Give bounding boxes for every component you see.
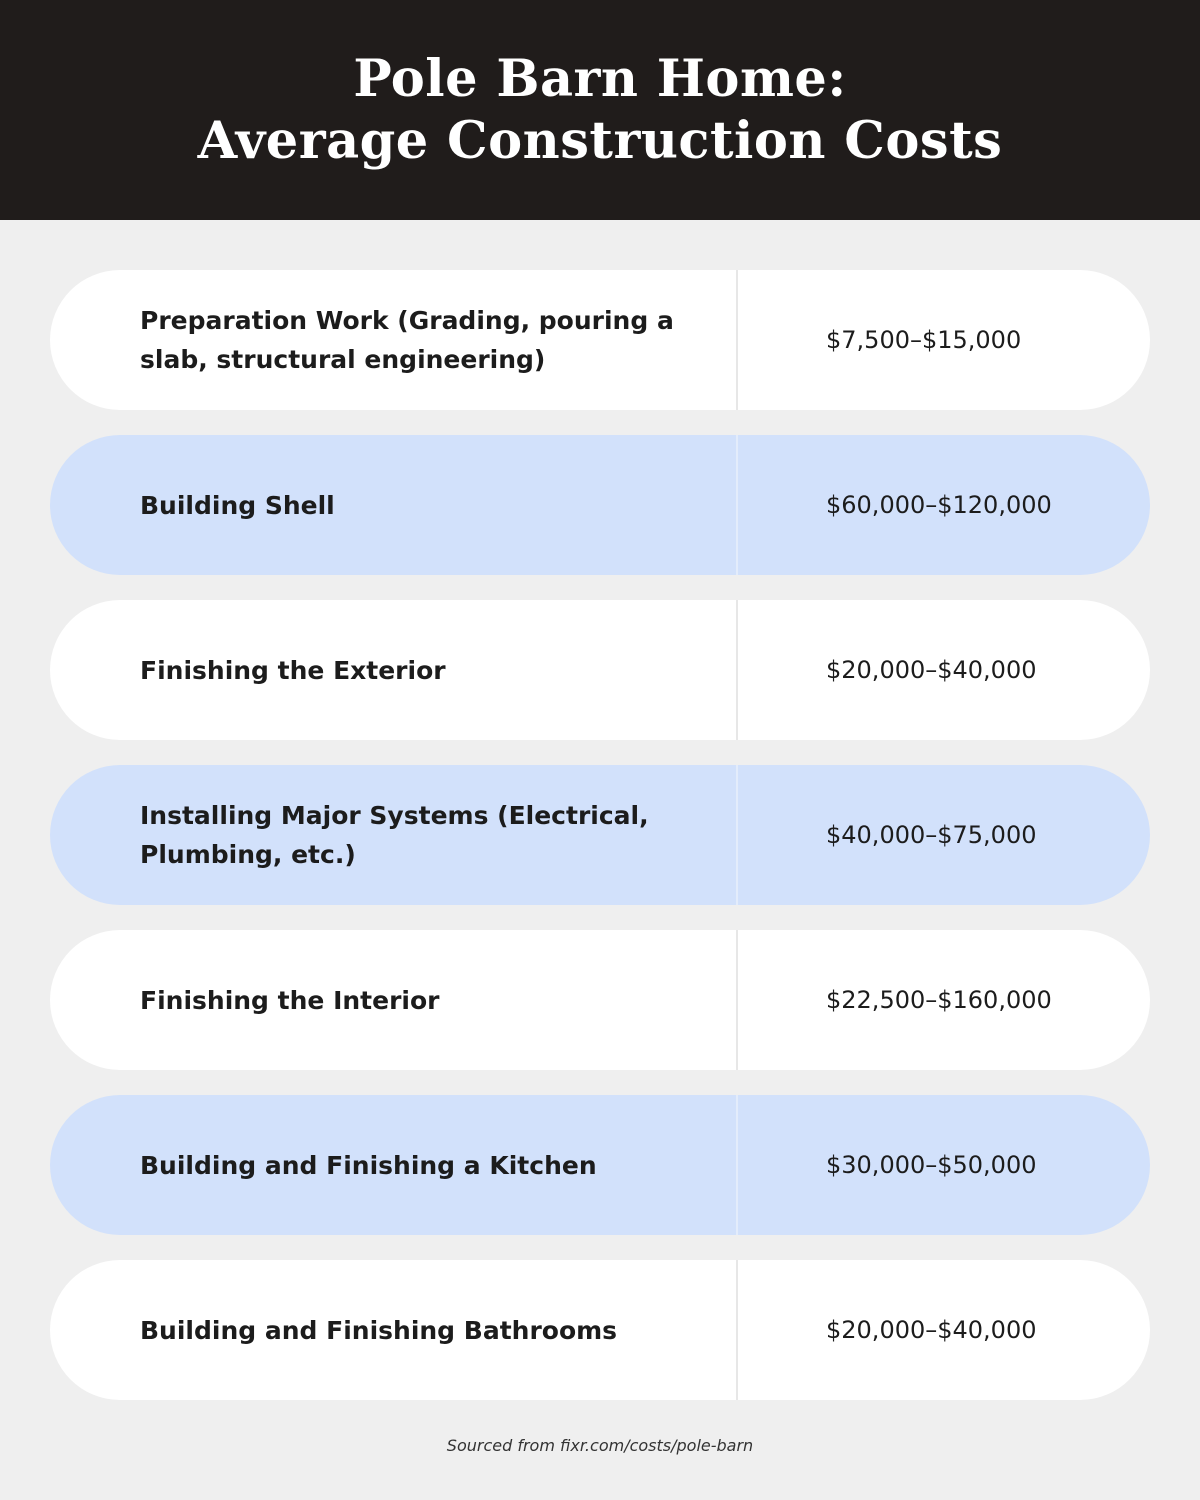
page-title-line-2: Average Construction Costs xyxy=(197,111,1003,171)
cost-item-value: $20,000–$40,000 xyxy=(826,656,1037,684)
cost-row-bathrooms xyxy=(50,1260,1150,1400)
page-title-line-1: Pole Barn Home: xyxy=(353,49,847,109)
cost-row-major-systems xyxy=(50,765,1150,905)
cost-row-kitchen xyxy=(50,1095,1150,1235)
row-divider xyxy=(736,930,738,1070)
cost-item-value: $22,500–$160,000 xyxy=(826,986,1052,1014)
cost-row-preparation-work xyxy=(50,270,1150,410)
row-divider xyxy=(736,1260,738,1400)
header-banner xyxy=(0,0,1200,220)
cost-item-label: Building and Finishing a Kitchen xyxy=(140,1150,597,1180)
cost-row-building-shell xyxy=(50,435,1150,575)
cost-item-label: Building and Finishing Bathrooms xyxy=(140,1315,618,1345)
row-divider xyxy=(736,270,738,410)
cost-item-value: $20,000–$40,000 xyxy=(826,1316,1037,1344)
cost-item-value: $30,000–$50,000 xyxy=(826,1151,1037,1179)
cost-item-label: Finishing the Interior xyxy=(140,985,440,1015)
cost-item-value: $60,000–$120,000 xyxy=(826,491,1052,519)
cost-item-label: Preparation Work (Grading, pouring a slab, structural engineering) xyxy=(140,306,674,374)
row-divider xyxy=(736,765,738,905)
row-divider xyxy=(736,1095,738,1235)
row-divider xyxy=(736,600,738,740)
source-note: Sourced from fixr.com/costs/pole-barn xyxy=(446,1436,754,1455)
cost-item-value: $40,000–$75,000 xyxy=(826,821,1037,849)
row-divider xyxy=(736,435,738,575)
cost-item-label: Installing Major Systems (Electrical, Plumbing, etc.) xyxy=(140,801,649,869)
cost-item-label: Finishing the Exterior xyxy=(140,655,446,685)
cost-row-finishing-interior xyxy=(50,930,1150,1070)
cost-table xyxy=(50,270,1150,1425)
cost-item-value: $7,500–$15,000 xyxy=(826,326,1022,354)
cost-item-label: Building Shell xyxy=(140,490,335,520)
cost-row-finishing-exterior xyxy=(50,600,1150,740)
